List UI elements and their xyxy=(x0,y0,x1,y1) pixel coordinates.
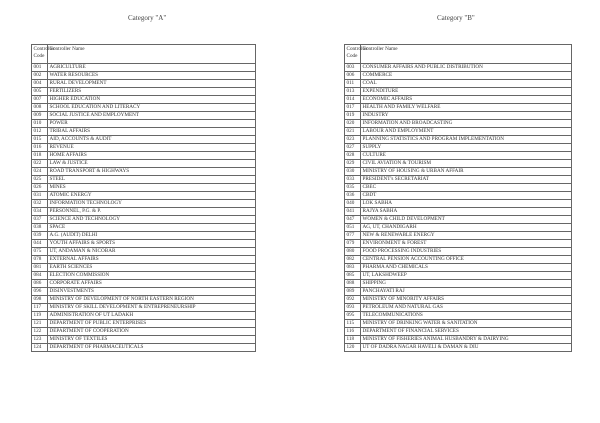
controller-name-cell: FOOD PROCESSING INDUSTRIES xyxy=(361,248,572,256)
controller-name-cell: PETROLEUM AND NATURAL GAS xyxy=(361,304,572,312)
table-row xyxy=(345,88,572,96)
controller-name-cell: HEALTH AND FAMILY WELFARE xyxy=(361,104,572,112)
controller-code-cell: 002 xyxy=(32,72,48,80)
controller-name-cell: MINISTRY OF DRINKING WATER & SANITATION xyxy=(361,320,572,328)
controller-name-cell: COAL xyxy=(361,80,572,88)
controller-name-cell: AGRICULTURE xyxy=(48,64,256,72)
table-row xyxy=(32,328,256,336)
controller-name-cell: ATOMIC ENERGY xyxy=(48,192,256,200)
column-header-name: Controller Name xyxy=(48,45,256,64)
table-row xyxy=(32,80,256,88)
controller-code-cell: 123 xyxy=(32,336,48,344)
table-row xyxy=(32,168,256,176)
column-header-code: Controller Code xyxy=(32,45,48,64)
controller-code-cell: 001 xyxy=(32,64,48,72)
category-b-title: Category "B" xyxy=(437,14,475,22)
table-row xyxy=(345,240,572,248)
column-header-code: Controller Code xyxy=(345,45,361,64)
controller-code-cell: 004 xyxy=(32,80,48,88)
controller-code-cell: 033 xyxy=(345,176,361,184)
controller-code-cell: 025 xyxy=(32,176,48,184)
table-header-row xyxy=(32,45,256,64)
controller-code-cell: 075 xyxy=(32,248,48,256)
controller-code-cell: 011 xyxy=(345,80,361,88)
controller-name-cell: PHARMA AND CHEMICALS xyxy=(361,264,572,272)
controller-name-cell: HIGHER EDUCATION xyxy=(48,96,256,104)
table-row xyxy=(345,176,572,184)
controller-code-cell: 008 xyxy=(32,104,48,112)
controller-code-cell: 115 xyxy=(345,320,361,328)
table-row xyxy=(345,104,572,112)
controller-name-cell: PRESIDENT's SECRETARIAT xyxy=(361,176,572,184)
controller-name-cell: CENTRAL PENSION ACCOUNTING OFFICE xyxy=(361,256,572,264)
controller-code-cell: 078 xyxy=(32,256,48,264)
category-a-title: Category "A" xyxy=(128,14,167,22)
controller-code-cell: 023 xyxy=(345,136,361,144)
table-row xyxy=(32,296,256,304)
table-row xyxy=(345,328,572,336)
controller-name-cell: A.G. (AUDIT) DELHI xyxy=(48,232,256,240)
controller-name-cell: RURAL DEVELOPMENT xyxy=(48,80,256,88)
controller-code-cell: 014 xyxy=(345,96,361,104)
controller-name-cell: ROAD TRANSPORT & HIGHWAYS xyxy=(48,168,256,176)
controller-code-cell: 088 xyxy=(345,280,361,288)
table-row xyxy=(32,112,256,120)
table-row xyxy=(345,232,572,240)
controller-code-cell: 003 xyxy=(345,64,361,72)
table-row xyxy=(345,112,572,120)
table-row xyxy=(32,344,256,352)
controller-code-cell: 098 xyxy=(32,296,48,304)
table-row xyxy=(32,104,256,112)
table-row xyxy=(345,136,572,144)
controller-name-cell: STEEL xyxy=(48,176,256,184)
table-row xyxy=(32,120,256,128)
controller-name-cell: REVENUE xyxy=(48,144,256,152)
table-row xyxy=(32,152,256,160)
controller-name-cell: CIVIL AVIATION & TOURISM xyxy=(361,160,572,168)
table-row xyxy=(32,88,256,96)
controller-name-cell: CORPORATE AFFAIRS xyxy=(48,280,256,288)
controller-code-cell: 084 xyxy=(32,272,48,280)
table-row xyxy=(32,184,256,192)
table-row xyxy=(32,144,256,152)
table-row xyxy=(345,128,572,136)
controller-name-cell: INFORMATION AND BROADCASTING xyxy=(361,120,572,128)
controller-name-cell: WOMEN & CHILD DEVELOPMENT xyxy=(361,216,572,224)
controller-name-cell: SUPPLY xyxy=(361,144,572,152)
table-row xyxy=(32,248,256,256)
controller-name-cell: EXPENDITURE xyxy=(361,88,572,96)
controller-name-cell: SCIENCE AND TECHNOLOGY xyxy=(48,216,256,224)
controller-code-cell: 044 xyxy=(32,240,48,248)
controller-code-cell: 017 xyxy=(345,104,361,112)
table-row xyxy=(32,176,256,184)
controller-name-cell: UT OF DADRA NAGAR HAVELI & DAMAN & DIU xyxy=(361,344,572,352)
controller-name-cell: EARTH SCIENCES xyxy=(48,264,256,272)
controller-name-cell: CBEC xyxy=(361,184,572,192)
controller-name-cell: LOK SABHA xyxy=(361,200,572,208)
controller-code-cell: 119 xyxy=(32,312,48,320)
controller-code-cell: 086 xyxy=(32,280,48,288)
table-row xyxy=(345,144,572,152)
table-row xyxy=(32,192,256,200)
controller-code-cell: 077 xyxy=(345,232,361,240)
controller-code-cell: 009 xyxy=(32,112,48,120)
table-header-row xyxy=(345,45,572,64)
table-row xyxy=(32,200,256,208)
table-row xyxy=(32,288,256,296)
controller-name-cell: DEPARTMENT OF FINANCIAL SERVICES xyxy=(361,328,572,336)
table-row xyxy=(345,344,572,352)
controller-name-cell: CONSUMER AFFAIRS AND PUBLIC DISTRIBUTION xyxy=(361,64,572,72)
controller-name-cell: PLANNING STATISTICS AND PROGRAM IMPLEMENTATION xyxy=(361,136,572,144)
controller-code-cell: 032 xyxy=(32,200,48,208)
controller-code-cell: 027 xyxy=(345,144,361,152)
table-row xyxy=(345,288,572,296)
table-row xyxy=(345,160,572,168)
controller-name-cell: FERTILIZERS xyxy=(48,88,256,96)
table-row xyxy=(345,72,572,80)
table-row xyxy=(32,280,256,288)
table-row xyxy=(345,256,572,264)
controller-name-cell: TELECOMMUNICATIONS xyxy=(361,312,572,320)
controller-name-cell: LAW & JUSTICE xyxy=(48,160,256,168)
table-row xyxy=(345,192,572,200)
table-row xyxy=(32,224,256,232)
controller-code-cell: 010 xyxy=(32,120,48,128)
table-row xyxy=(32,216,256,224)
controller-code-cell: 028 xyxy=(345,152,361,160)
controller-code-cell: 039 xyxy=(32,232,48,240)
controller-code-cell: 041 xyxy=(345,208,361,216)
table-row xyxy=(32,312,256,320)
table-row xyxy=(32,336,256,344)
controller-name-cell: ADMINISTRATION OF UT LADAKH xyxy=(48,312,256,320)
controller-code-cell: 019 xyxy=(345,112,361,120)
controller-code-cell: 079 xyxy=(345,240,361,248)
table-row xyxy=(345,296,572,304)
table-row xyxy=(345,272,572,280)
table-row xyxy=(345,96,572,104)
table-row xyxy=(32,304,256,312)
table-row xyxy=(345,80,572,88)
controller-name-cell: AID, ACCOUNTS & AUDIT xyxy=(48,136,256,144)
controller-code-cell: 051 xyxy=(345,224,361,232)
controller-name-cell: DEPARTMENT OF PUBLIC ENTERPRISES xyxy=(48,320,256,328)
controller-name-cell: HOME AFFAIRS xyxy=(48,152,256,160)
controller-code-cell: 020 xyxy=(345,120,361,128)
column-header-name: Controller Name xyxy=(361,45,572,64)
table-row xyxy=(32,72,256,80)
controller-name-cell: RAJYA SABHA xyxy=(361,208,572,216)
controller-name-cell: DEPARTMENT OF COOPERATION xyxy=(48,328,256,336)
controller-name-cell: MINISTRY OF MINORITY AFFAIRS xyxy=(361,296,572,304)
controller-name-cell: MINISTRY OF FISHERIES ANIMAL HUSBANDRY & DAIRYING xyxy=(361,336,572,344)
table-row xyxy=(345,168,572,176)
controller-name-cell: INDUSTRY xyxy=(361,112,572,120)
controller-code-cell: 006 xyxy=(345,72,361,80)
category-b-table xyxy=(344,44,572,352)
controller-name-cell: ELECTION COMMISSION xyxy=(48,272,256,280)
table-row xyxy=(32,96,256,104)
controller-name-cell: MINES xyxy=(48,184,256,192)
controller-name-cell: MINISTRY OF HOUSING & URBAN AFFAIR xyxy=(361,168,572,176)
category-a-table xyxy=(31,44,256,352)
table-row xyxy=(345,304,572,312)
controller-code-cell: 015 xyxy=(32,136,48,144)
controller-name-cell: MINISTRY OF DEVELOPMENT OF NORTH EASTERN REGION xyxy=(48,296,256,304)
controller-name-cell: AG, UT, CHANDIGARH xyxy=(361,224,572,232)
controller-name-cell: CULTURE xyxy=(361,152,572,160)
controller-name-cell: POWER xyxy=(48,120,256,128)
table-row xyxy=(32,272,256,280)
controller-name-cell: TRIBAL AFFAIRS xyxy=(48,128,256,136)
controller-code-cell: 116 xyxy=(345,328,361,336)
table-row xyxy=(345,280,572,288)
controller-code-cell: 081 xyxy=(32,264,48,272)
table-row xyxy=(32,136,256,144)
table-row xyxy=(345,336,572,344)
controller-code-cell: 005 xyxy=(32,88,48,96)
controller-code-cell: 095 xyxy=(345,312,361,320)
controller-code-cell: 021 xyxy=(345,128,361,136)
controller-code-cell: 083 xyxy=(345,264,361,272)
controller-name-cell: PERSONNEL, P.G. & P. xyxy=(48,208,256,216)
controller-code-cell: 093 xyxy=(345,304,361,312)
table-row xyxy=(32,160,256,168)
controller-code-cell: 082 xyxy=(345,256,361,264)
controller-name-cell: PANCHAYATI RAJ xyxy=(361,288,572,296)
controller-code-cell: 040 xyxy=(345,200,361,208)
table-row xyxy=(32,320,256,328)
table-row xyxy=(345,200,572,208)
controller-code-cell: 037 xyxy=(32,216,48,224)
controller-code-cell: 024 xyxy=(32,168,48,176)
controller-code-cell: 092 xyxy=(345,296,361,304)
controller-code-cell: 034 xyxy=(32,208,48,216)
controller-code-cell: 031 xyxy=(32,192,48,200)
table-row xyxy=(32,240,256,248)
controller-name-cell: INFORMATION TECHNOLOGY xyxy=(48,200,256,208)
table-row xyxy=(345,216,572,224)
table-row xyxy=(345,320,572,328)
controller-code-cell: 016 xyxy=(32,144,48,152)
controller-name-cell: WATER RESOURCES xyxy=(48,72,256,80)
controller-code-cell: 029 xyxy=(345,160,361,168)
controller-code-cell: 096 xyxy=(32,288,48,296)
controller-code-cell: 012 xyxy=(32,128,48,136)
table-row xyxy=(32,208,256,216)
controller-name-cell: YOUTH AFFAIRS & SPORTS xyxy=(48,240,256,248)
controller-name-cell: COMMERCE xyxy=(361,72,572,80)
table-row xyxy=(345,248,572,256)
table-row xyxy=(345,264,572,272)
controller-code-cell: 047 xyxy=(345,216,361,224)
table-row xyxy=(345,152,572,160)
controller-name-cell: UT, LAKSHDWEEP xyxy=(361,272,572,280)
controller-code-cell: 121 xyxy=(32,320,48,328)
controller-name-cell: MINISTRY OF TEXTILES xyxy=(48,336,256,344)
controller-code-cell: 118 xyxy=(345,336,361,344)
controller-name-cell: ECONOMIC AFFAIRS xyxy=(361,96,572,104)
controller-name-cell: UT, ANDAMAN & NICOBAR xyxy=(48,248,256,256)
controller-name-cell: SOCIAL JUSTICE AND EMPLOYMENT xyxy=(48,112,256,120)
table-row xyxy=(32,64,256,72)
controller-code-cell: 122 xyxy=(32,328,48,336)
controller-code-cell: 117 xyxy=(32,304,48,312)
controller-code-cell: 036 xyxy=(345,192,361,200)
controller-name-cell: EXTERNAL AFFAIRS xyxy=(48,256,256,264)
table-row xyxy=(345,312,572,320)
controller-name-cell: SPACE xyxy=(48,224,256,232)
controller-code-cell: 018 xyxy=(32,152,48,160)
controller-name-cell: DEPARTMENT OF PHARMACEUTICALS xyxy=(48,344,256,352)
table-row xyxy=(32,232,256,240)
table-row xyxy=(32,128,256,136)
controller-code-cell: 085 xyxy=(345,272,361,280)
controller-name-cell: ENVIRONMENT & FOREST xyxy=(361,240,572,248)
controller-name-cell: NEW & RENEWABLE ENERGY xyxy=(361,232,572,240)
controller-code-cell: 022 xyxy=(32,160,48,168)
table-row xyxy=(32,264,256,272)
controller-code-cell: 124 xyxy=(32,344,48,352)
controller-code-cell: 030 xyxy=(345,168,361,176)
controller-code-cell: 035 xyxy=(345,184,361,192)
controller-name-cell: LABOUR AND EMPLOYMENT xyxy=(361,128,572,136)
controller-name-cell: DISINVESTMENTS xyxy=(48,288,256,296)
controller-name-cell: SCHOOL EDUCATION AND LITERACY xyxy=(48,104,256,112)
table-row xyxy=(345,224,572,232)
controller-name-cell: SHIPPING xyxy=(361,280,572,288)
controller-code-cell: 026 xyxy=(32,184,48,192)
controller-code-cell: 080 xyxy=(345,248,361,256)
controller-name-cell: CBDT xyxy=(361,192,572,200)
controller-code-cell: 120 xyxy=(345,344,361,352)
table-row xyxy=(345,120,572,128)
table-row xyxy=(345,184,572,192)
table-row xyxy=(345,64,572,72)
controller-code-cell: 089 xyxy=(345,288,361,296)
controller-code-cell: 013 xyxy=(345,88,361,96)
controller-code-cell: 038 xyxy=(32,224,48,232)
controller-code-cell: 007 xyxy=(32,96,48,104)
controller-name-cell: MINISTRY OF SKILL DEVELOPMENT & ENTREPRENEURSHIP xyxy=(48,304,256,312)
table-row xyxy=(32,256,256,264)
table-row xyxy=(345,208,572,216)
